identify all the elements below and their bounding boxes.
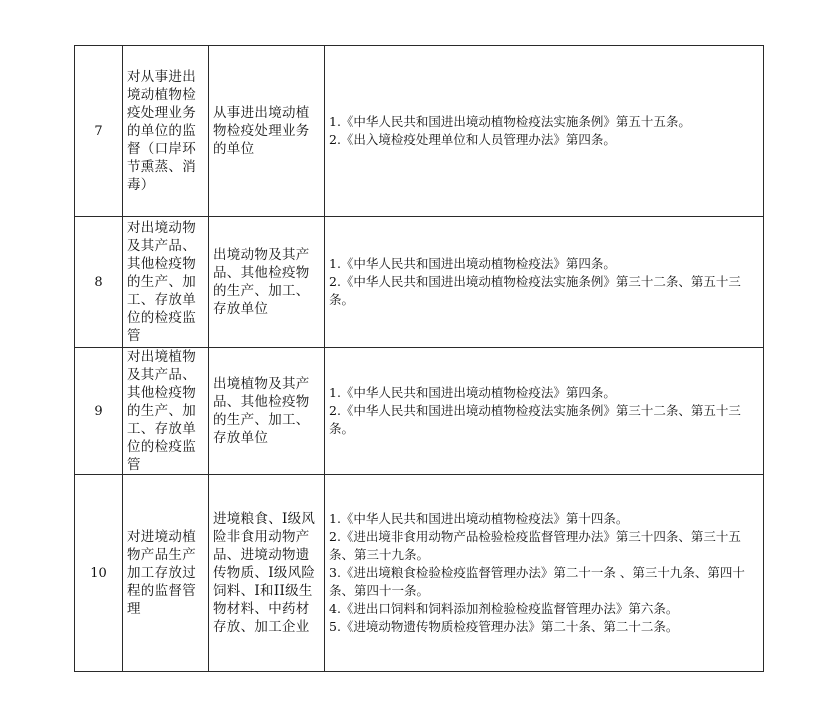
inspection-item xyxy=(123,46,209,217)
table-row xyxy=(75,475,764,672)
legal-basis-line: 5.《进境动物遗传物质检疫管理办法》第二十条、第二十二条。 xyxy=(329,619,679,634)
legal-basis-line: 4.《进出口饲料和饲料添加剂检验检疫监督管理办法》第六条。 xyxy=(329,601,679,616)
inspection-item xyxy=(123,348,209,475)
legal-basis-line: 1.《中华人民共和国进出境动植物检疫法》第十四条。 xyxy=(329,511,629,526)
inspection-item-text: 对出境动物及其产品、其他检疫物的生产、加工、存放单位的检疫监管 xyxy=(127,220,196,344)
table-row xyxy=(75,217,764,348)
legal-basis-line: 1.《中华人民共和国进出境动植物检疫法》第四条。 xyxy=(329,256,616,271)
inspection-target-text: 出境植物及其产品、其他检疫物的生产、加工、存放单位 xyxy=(213,376,310,446)
inspection-item-text: 对出境植物及其产品、其他检疫物的生产、加工、存放单位的检疫监管 xyxy=(127,349,196,473)
inspection-item xyxy=(123,217,209,348)
legal-basis xyxy=(325,475,764,672)
inspection-item-text: 对进境动植物产品生产加工存放过程的监督管理 xyxy=(127,529,196,617)
row-number: 8 xyxy=(75,217,123,348)
inspection-target xyxy=(209,475,325,672)
inspection-target xyxy=(209,217,325,348)
inspection-item xyxy=(123,475,209,672)
legal-basis xyxy=(325,348,764,475)
table-row xyxy=(75,46,764,217)
inspection-item-text: 对从事进出境动植物检疫处理业务的单位的监督（口岸环节熏蒸、消毒） xyxy=(127,69,196,193)
legal-basis-line: 1.《中华人民共和国进出境动植物检疫法》第四条。 xyxy=(329,385,616,400)
inspection-target xyxy=(209,348,325,475)
regulation-table xyxy=(74,45,764,672)
legal-basis xyxy=(325,46,764,217)
row-number: 10 xyxy=(75,475,123,672)
legal-basis-line: 2.《中华人民共和国进出境动植物检疫法实施条例》第三十二条、第五十三条。 xyxy=(329,274,741,307)
legal-basis-line: 2.《中华人民共和国进出境动植物检疫法实施条例》第三十二条、第五十三条。 xyxy=(329,403,741,436)
inspection-target xyxy=(209,46,325,217)
table-row xyxy=(75,348,764,475)
inspection-target-text: 进境粮食、I级风险非食用动物产品、进境动物遗传物质、I级风险饲料、I和II级生物材料、中药材存放、加工企业 xyxy=(213,511,316,635)
legal-basis-line: 3.《进出境粮食检验检疫监督管理办法》第二十一条 、第三十九条、第四十条、第四十一条。 xyxy=(329,565,745,598)
inspection-target-text: 从事进出境动植物检疫处理业务的单位 xyxy=(213,105,310,157)
legal-basis xyxy=(325,217,764,348)
legal-basis-line: 1.《中华人民共和国进出境动植物检疫法实施条例》第五十五条。 xyxy=(329,114,691,129)
row-number: 7 xyxy=(75,46,123,217)
legal-basis-line: 2.《进出境非食用动物产品检验检疫监督管理办法》第三十四条、第三十五条、第三十九条。 xyxy=(329,529,741,562)
legal-basis-line: 2.《出入境检疫处理单位和人员管理办法》第四条。 xyxy=(329,132,616,147)
inspection-target-text: 出境动物及其产品、其他检疫物的生产、加工、存放单位 xyxy=(213,247,310,317)
row-number: 9 xyxy=(75,348,123,475)
